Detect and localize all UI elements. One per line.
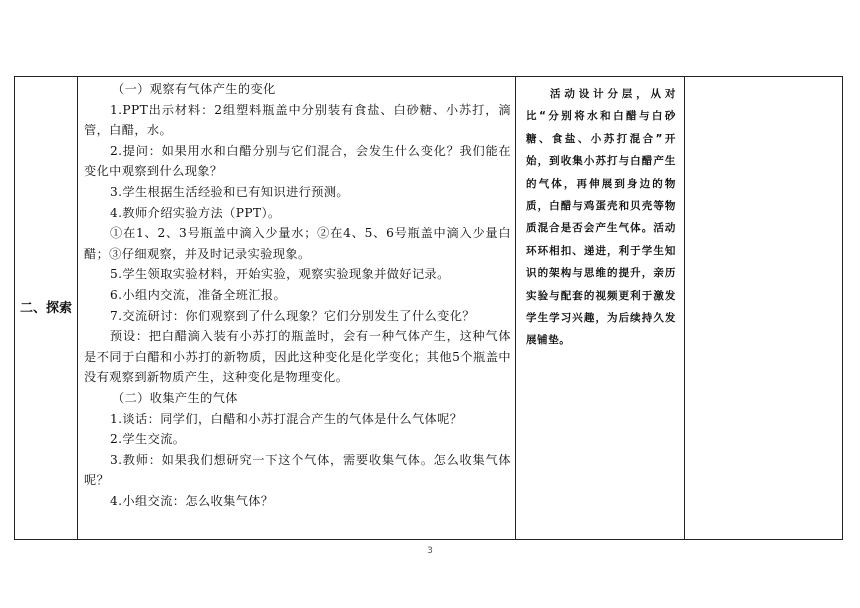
notes-cell <box>685 77 843 540</box>
process-step: 6.小组内交流，准备全班汇报。 <box>110 287 287 302</box>
stage-cell <box>15 77 78 540</box>
process-step: 1.PPT出示材料：2组塑料瓶盖中分别装有食盐、白砂糖、小苏打，滴管，白醋，水。 <box>84 102 511 138</box>
page-number: 3 <box>427 546 433 556</box>
design-intent-text: 活动设计分层，从对比“分别将水和白醋与白砂糖、食盐、小苏打混合”开始，到收集小苏打与白醋产生的气体，再伸展到身边的物质，白醋与鸡蛋壳和贝壳等物质混合是否会产生气体。活动环环相扣、递进，利于学生知识的架构与思维的提升，亲历实验与配套的视频更利于激发学生学习兴趣，为后续持久发展铺垫。 <box>526 88 676 347</box>
section-heading-observe: （一）观察有气体产生的变化 <box>112 82 276 96</box>
process-step: 1.谈话：同学们，白醋和小苏打混合产生的气体是什么气体呢？ <box>110 411 463 426</box>
process-step: 7.交流研讨：你们观察到了什么现象？它们分别发生了什么变化？ <box>110 308 475 323</box>
lesson-plan-table <box>14 76 843 540</box>
section-heading-collect: （二）收集产生的气体 <box>112 390 238 405</box>
process-step: ①在1、2、3号瓶盖中滴入少量水；②在4、5、6号瓶盖中滴入少量白醋；③仔细观察，并及时记录实验现象。 <box>84 226 511 261</box>
stage-label: 二、探索 <box>19 301 72 316</box>
teaching-process-cell <box>78 77 516 540</box>
process-step: 5.学生领取实验材料，开始实验，观察实验现象并做好记录。 <box>110 267 450 282</box>
design-intent-cell <box>516 77 685 540</box>
process-step: 4.小组交流：怎么收集气体？ <box>110 493 274 508</box>
table-row <box>15 77 843 540</box>
process-step: 3.学生根据生活经验和已有知识进行预测。 <box>110 184 350 199</box>
process-step: 2.提问：如果用水和白醋分别与它们混合，会发生什么变化？我们能在变化中观察到什么现象？ <box>84 143 511 179</box>
process-step: 预设：把白醋滴入装有小苏打的瓶盖时，会有一种气体产生，这种气体是不同于白醋和小苏打的新物质，因此这种变化是化学变化；其他5个瓶盖中没有观察到新物质产生，这种变化是物理变化。 <box>84 329 511 385</box>
process-step: 4.教师介绍实验方法（PPT）。 <box>110 205 281 220</box>
process-step: 2.学生交流。 <box>110 432 186 447</box>
process-step: 3.教师：如果我们想研究一下这个气体，需要收集气体。怎么收集气体呢？ <box>84 452 511 488</box>
